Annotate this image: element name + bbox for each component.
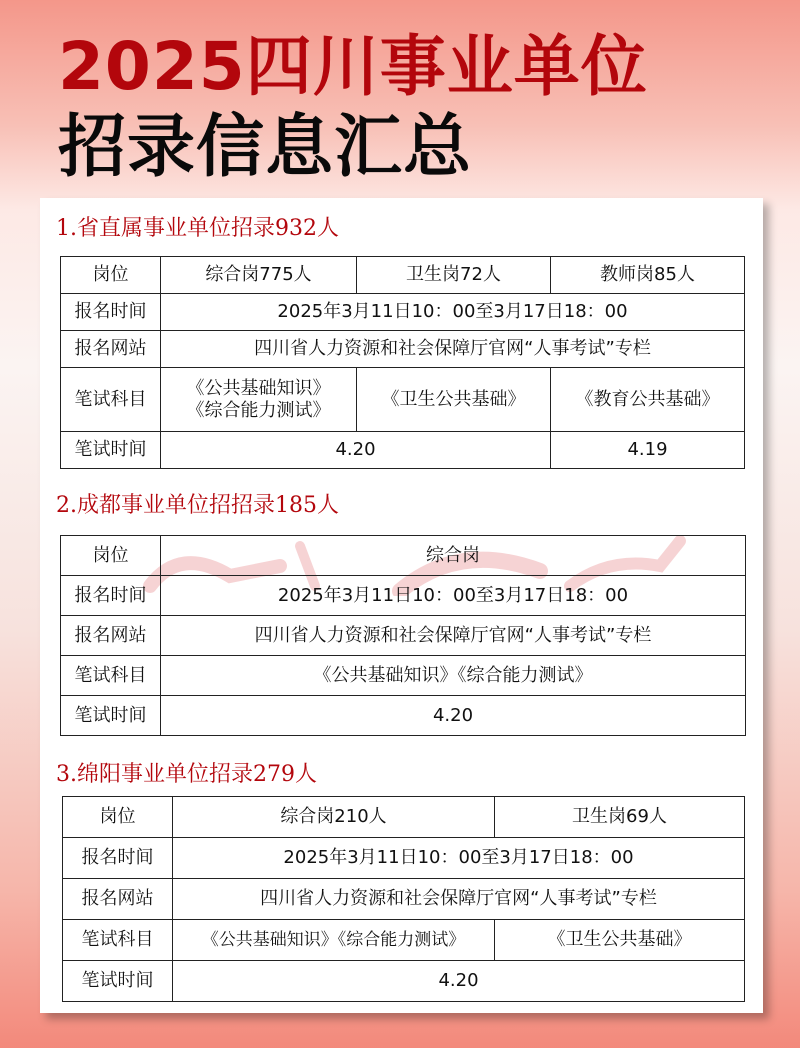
subject-general: 《公共基础知识》《综合能力测试》 [173,920,495,961]
reg-site-value: 四川省人力资源和社会保障厅官网“人事考试”专栏 [173,879,745,920]
row-label-reg-site: 报名网站 [61,331,161,368]
table-row [63,920,745,961]
subject-health: 《卫生公共基础》 [495,920,745,961]
row-label-exam-time: 笔试时间 [63,961,173,1002]
reg-site-value: 四川省人力资源和社会保障厅官网“人事考试”专栏 [161,331,745,368]
page-title-line2: 招录信息汇总 [58,108,473,187]
row-label-subject: 笔试科目 [61,656,161,696]
row-label-reg-site: 报名网站 [63,879,173,920]
table-row [61,257,745,294]
row-label-exam-time: 笔试时间 [61,432,161,469]
position-general: 综合岗210人 [173,797,495,838]
section-heading-chengdu: 2.成都事业单位招招录185人 [56,493,339,518]
row-label-reg-site: 报名网站 [61,616,161,656]
table-chengdu [60,535,746,736]
exam-time-general: 4.20 [161,696,746,736]
subject-general [161,368,357,432]
subject-health: 《卫生公共基础》 [357,368,551,432]
row-label-reg-time: 报名时间 [61,576,161,616]
subject-general-line1: 《公共基础知识》 [186,377,331,399]
reg-time-value: 2025年3月11日10：00至3月17日18：00 [173,838,745,879]
table-row [63,838,745,879]
position-teacher: 教师岗85人 [551,257,745,294]
page-title-line1: 2025四川事业单位 [58,28,648,105]
position-health: 卫生岗69人 [495,797,745,838]
table-row [61,294,745,331]
table-row [61,616,746,656]
subject-general: 《公共基础知识》《综合能力测试》 [161,656,746,696]
exam-time-teacher: 4.19 [551,432,745,469]
subject-general-line2: 《综合能力测试》 [186,399,331,421]
row-label-subject: 笔试科目 [63,920,173,961]
reg-time-value: 2025年3月11日10：00至3月17日18：00 [161,294,745,331]
row-label-reg-time: 报名时间 [61,294,161,331]
table-row [61,432,745,469]
position-general: 综合岗 [161,536,746,576]
table-row [61,331,745,368]
table-row [63,797,745,838]
row-label-position: 岗位 [63,797,173,838]
table-row [63,961,745,1002]
table-provincial [60,256,745,469]
reg-time-value: 2025年3月11日10：00至3月17日18：00 [161,576,746,616]
table-row [61,656,746,696]
exam-time-general-health: 4.20 [161,432,551,469]
row-label-position: 岗位 [61,536,161,576]
info-card [40,198,763,1013]
row-label-reg-time: 报名时间 [63,838,173,879]
position-general: 综合岗775人 [161,257,357,294]
subject-teacher: 《教育公共基础》 [551,368,745,432]
row-label-exam-time: 笔试时间 [61,696,161,736]
table-row [61,368,745,432]
section-heading-provincial: 1.省直属事业单位招录932人 [56,216,339,241]
table-row [61,696,746,736]
table-row [63,879,745,920]
table-row [61,576,746,616]
row-label-subject: 笔试科目 [61,368,161,432]
table-row [61,536,746,576]
table-mianyang [62,796,745,1002]
position-health: 卫生岗72人 [357,257,551,294]
row-label-position: 岗位 [61,257,161,294]
exam-time-value: 4.20 [173,961,745,1002]
reg-site-value: 四川省人力资源和社会保障厅官网“人事考试”专栏 [161,616,746,656]
section-heading-mianyang: 3.绵阳事业单位招录279人 [56,762,317,787]
